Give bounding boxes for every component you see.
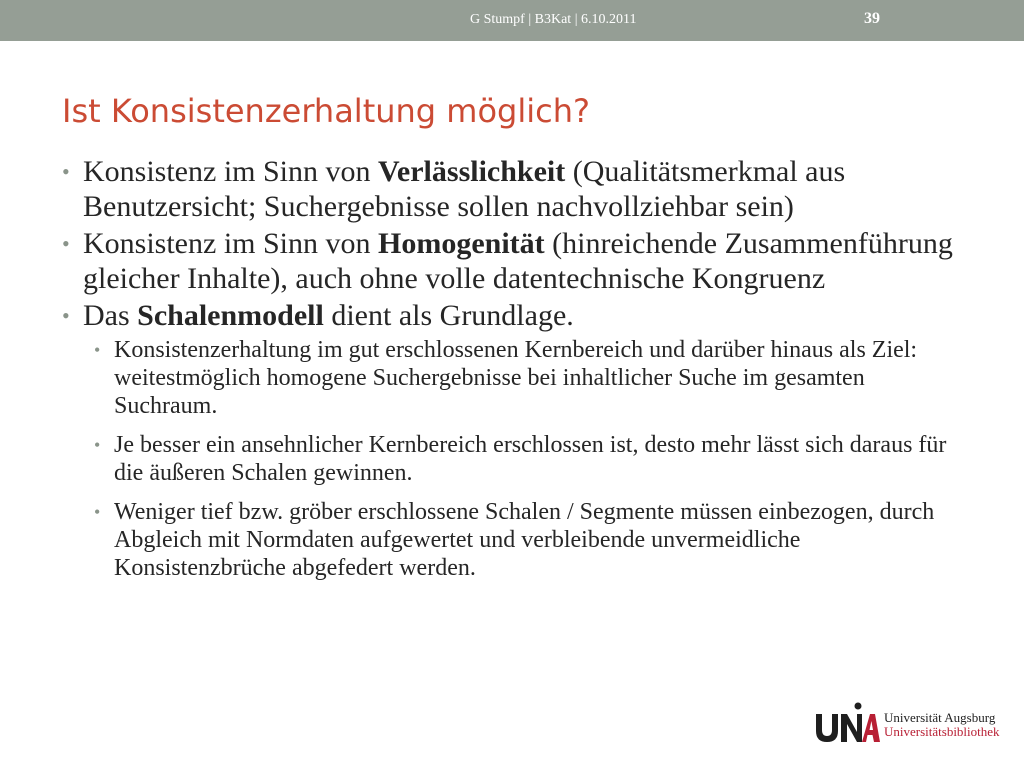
sub-bullet-item xyxy=(94,498,954,582)
bullet-icon: • xyxy=(62,231,70,256)
bullet-text-pre: Das xyxy=(83,299,138,332)
sub-bullet-text: Weniger tief bzw. gröber erschlossene Schalen / Segmente müssen einbezogen, durch Abgleich mit Normdaten aufgewertet und verbleibende unvermeidliche Konsistenzbrüche abgefedert werden. xyxy=(114,499,935,581)
slide-content xyxy=(62,154,962,593)
bullet-item xyxy=(62,298,962,333)
logo-library-name: Universitätsbibliothek xyxy=(884,724,1000,739)
bullet-icon: • xyxy=(94,502,101,522)
bullet-icon: • xyxy=(62,303,70,328)
sub-bullet-text: Je besser ein ansehnlicher Kernbereich erschlossen ist, desto mehr lässt sich daraus für die äußeren Schalen gewinnen. xyxy=(114,432,947,486)
bullet-text-bold: Verlässlichkeit xyxy=(378,155,566,188)
footer-text: G Stumpf | B3Kat | 6.10.2011 xyxy=(470,12,637,27)
bullet-text-bold: Homogenität xyxy=(378,227,545,260)
sub-bullet-item xyxy=(94,431,954,487)
bullet-text-post: (hinreichende Zusammenführung gleicher Inhalte), auch ohne volle datentechnische Kongruenz xyxy=(83,227,953,295)
bullet-text-pre: Konsistenz im Sinn von xyxy=(83,155,379,188)
bullet-text-bold: Schalenmodell xyxy=(137,299,324,332)
sub-bullet-container xyxy=(94,336,954,582)
sub-bullet-list xyxy=(94,336,954,582)
unia-logo-icon xyxy=(814,700,880,746)
bullet-icon: • xyxy=(94,340,101,360)
sub-bullet-item xyxy=(94,336,954,420)
university-logo xyxy=(814,700,1000,748)
bullet-icon: • xyxy=(62,159,70,184)
bullet-text-post: dient als Grundlage. xyxy=(323,299,574,332)
logo-university-name: Universität Augsburg xyxy=(884,710,996,725)
bullet-item xyxy=(62,226,962,296)
bullet-list xyxy=(62,154,962,333)
slide-number: 39 xyxy=(864,10,880,27)
bullet-item xyxy=(62,154,962,224)
bullet-text-post: (Qualitätsmerkmal aus Benutzersicht; Suchergebnisse sollen nachvollziehbar sein) xyxy=(83,155,846,223)
bullet-icon: • xyxy=(94,435,101,455)
header-bar xyxy=(0,0,1024,41)
bullet-text-pre: Konsistenz im Sinn von xyxy=(83,227,379,260)
slide-title: Ist Konsistenzerhaltung möglich? xyxy=(62,92,590,130)
sub-bullet-text: Konsistenzerhaltung im gut erschlossenen Kernbereich und darüber hinaus als Ziel: weitestmöglich homogene Suchergebnisse bei inhaltlicher Suche im gesamten Suchraum. xyxy=(114,337,918,419)
